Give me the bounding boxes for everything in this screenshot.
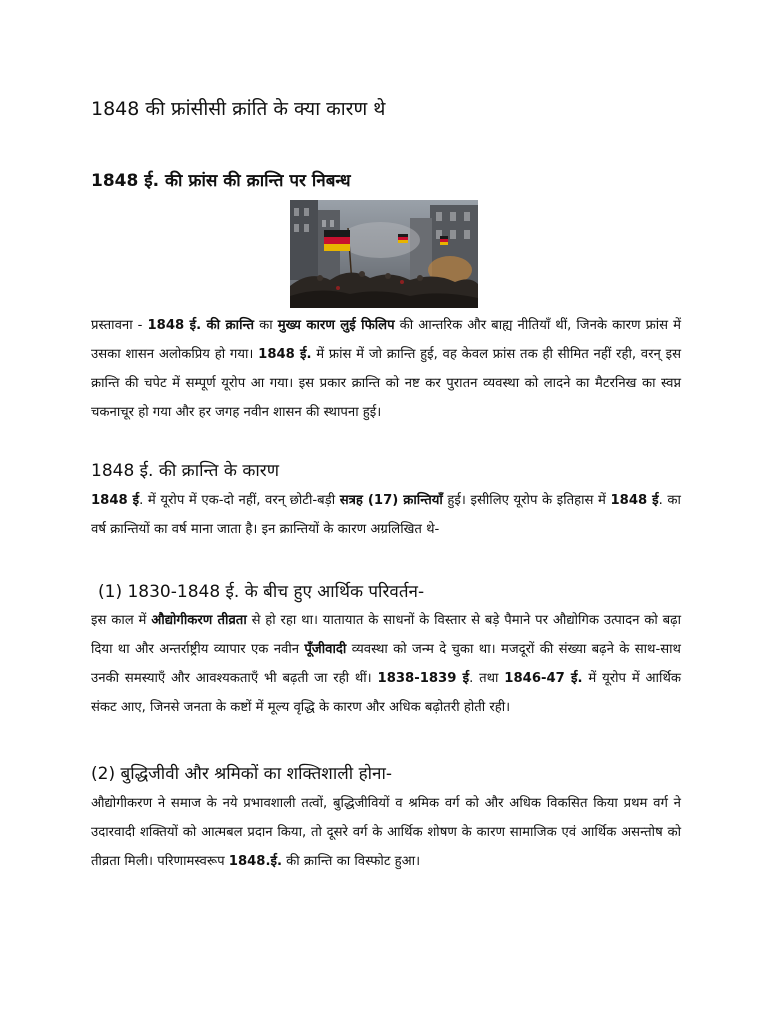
intellectuals-bold-1: 1848.ई.: [228, 854, 282, 869]
intro-bold-2: मुख्य कारण लुई फिलिप: [277, 318, 395, 333]
economic-text-5: में यूरोप में आर्थिक संकट आए, जिनसे जनता के कष्टों में मूल्य वृद्धि के कारण और अधिक बढ़ोतरी होती रही।: [91, 671, 682, 715]
economic-changes-heading: (1) 1830-1848 ई. के बीच हुए आर्थिक परिवर्तन-: [98, 582, 425, 602]
intro-text-3: की आन्तरिक और बाह्य नीतियाँ थीं, जिनके कारण फ्रांस में उसका शासन अलोकप्रिय हो गया।: [91, 318, 682, 362]
causes-text-1: . में यूरोप में एक-दो नहीं, वरन् छोटी-बड़ी: [139, 493, 340, 508]
intellectuals-heading: (2) बुद्धिजीवी और श्रमिकों का शक्तिशाली होना-: [91, 764, 392, 784]
intro-text-4: में फ्रांस में जो क्रान्ति हुई, वह केवल फ्रांस तक ही सीमित नहीं रही, वरन् इस क्रान्ति की चपेट में सम्पूर्ण यूरोप आ गया। इस प्रकार क्रान्ति को नष्ट कर पुरातन व्यवस्था को लादने का मैटरनिख का स्वप्न चकनाचूर हो गया और हर जगह नवीन शासन की स्थापना हुई।: [91, 347, 682, 420]
economic-text-2: से हो रहा था। यातायात के साधनों के विस्तार से बड़े पैमाने पर औद्योगिक उत्पादन को बढ़ा दिया था और अन्तर्राष्ट्रीय व्यापार एक नवीन: [91, 613, 682, 657]
intellectuals-paragraph: [91, 789, 681, 876]
economic-bold-3: 1838-1839 ई: [377, 671, 470, 686]
economic-bold-1: औद्योगीकरण तीव्रता: [151, 613, 247, 628]
economic-text-1: इस काल में: [91, 613, 152, 628]
essay-subtitle: 1848 ई. की फ्रांस की क्रान्ति पर निबन्ध: [91, 171, 351, 191]
introduction-paragraph: [91, 311, 681, 427]
intro-bold-3: 1848 ई.: [258, 347, 312, 362]
causes-text-3: . का वर्ष क्रान्तियों का वर्ष माना जाता है। इन क्रान्तियों के कारण अग्रलिखित थे-: [91, 493, 681, 537]
causes-text-2: हुई। इसीलिए यूरोप के इतिहास में: [442, 493, 611, 508]
causes-heading: 1848 ई. की क्रान्ति के कारण: [91, 461, 280, 481]
intro-text-2: का: [254, 318, 278, 333]
intellectuals-text-1: औद्योगीकरण ने समाज के नये प्रभावशाली तत्वों, बुद्धिजीवियों व श्रमिक वर्ग को और अधिक विकसित किया प्रथम वर्ग ने उदारवादी शक्तियों को आत्मबल प्रदान किया, तो दूसरे वर्ग के आर्थिक शोषण के कारण सामाजिक एवं आर्थिक असन्तोष को तीव्रता मिली। परिणामस्वरूप: [91, 796, 681, 869]
causes-paragraph: [91, 486, 681, 544]
page-title: 1848 की फ्रांसीसी क्रांति के क्या कारण थे: [91, 98, 386, 120]
causes-bold-3: 1848 ई: [610, 493, 659, 508]
economic-text-4: . तथा: [469, 671, 505, 686]
intellectuals-text-2: की क्रान्ति का विस्फोट हुआ।: [281, 854, 421, 869]
economic-text-3: व्यवस्था को जन्म दे चुका था। मजदूरों की संख्या बढ़ने के साथ-साथ उनकी समस्याएँ और आवश्यकताएँ भी बढ़ती जा रही थीं।: [91, 642, 681, 686]
intro-bold-1: 1848 ई. की क्रान्ति: [147, 318, 255, 333]
causes-bold-1: 1848 ई: [91, 493, 140, 508]
economic-bold-4: 1846-47 ई.: [504, 671, 583, 686]
barricade-scene-image: [290, 200, 478, 308]
economic-changes-paragraph: [91, 606, 681, 722]
causes-bold-2: सत्रह (17) क्रान्तियाँ: [339, 493, 443, 508]
economic-bold-2: पूँजीवादी: [304, 642, 347, 657]
intro-text-1: प्रस्तावना -: [91, 318, 148, 333]
revolution-illustration: [290, 200, 478, 308]
